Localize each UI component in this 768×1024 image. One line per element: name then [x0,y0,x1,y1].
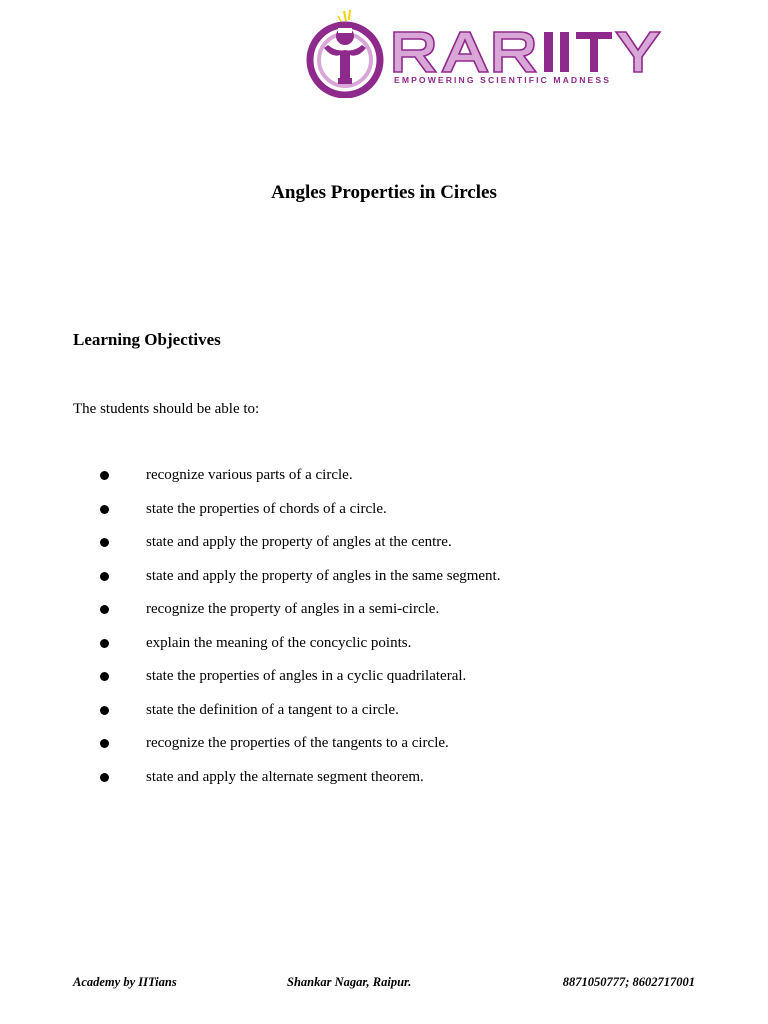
list-item [0,568,768,602]
footer-phone: 8871050777; 8602717001 [562,975,695,989]
bullet-icon [100,605,109,614]
objective-text: state and apply the property of angles at the centre. [146,534,452,550]
objective-text: recognize the properties of the tangents to a circle. [146,735,449,751]
bullet-icon [100,639,109,648]
bullet-icon [100,572,109,581]
list-item [0,702,768,736]
footer-academy: Academy by IITians [73,975,177,989]
objective-text: explain the meaning of the concyclic points. [146,634,412,651]
logo-wordmark [394,32,660,85]
bullet-icon [100,773,109,782]
list-item [0,501,768,535]
footer-address: Shankar Nagar, Raipur. [287,975,412,989]
objective-text: state the definition of a tangent to a circle. [146,701,399,718]
bullet-icon [100,672,109,681]
bullet-icon [100,471,109,480]
bullet-icon [100,538,109,547]
bullet-icon [100,505,109,514]
list-item [0,769,768,803]
rariity-logo [302,8,694,98]
list-item [0,668,768,702]
list-item [0,635,768,669]
list-item [0,534,768,568]
document-title: Angles Properties in Circles [271,182,497,203]
objective-text: state and apply the property of angles in the same segment. [146,567,501,584]
intro-text: The students should be able to: [73,401,260,417]
objective-text: state the properties of chords of a circle. [146,500,387,517]
logo-emblem-icon [310,10,380,95]
bullet-icon [100,706,109,715]
objective-text: state the properties of angles in a cyclic quadrilateral. [146,668,467,684]
logo-tagline: EMPOWERING SCIENTIFIC MADNESS [394,75,612,85]
objective-text: state and apply the alternate segment theorem. [146,768,424,785]
bullet-icon [100,739,109,748]
objectives-list [0,467,768,802]
list-item [0,601,768,635]
list-item [0,735,768,769]
objective-text: recognize various parts of a circle. [146,467,353,483]
objective-text: recognize the property of angles in a semi-circle. [146,601,440,617]
list-item [0,467,768,501]
section-heading: Learning Objectives [73,330,221,349]
